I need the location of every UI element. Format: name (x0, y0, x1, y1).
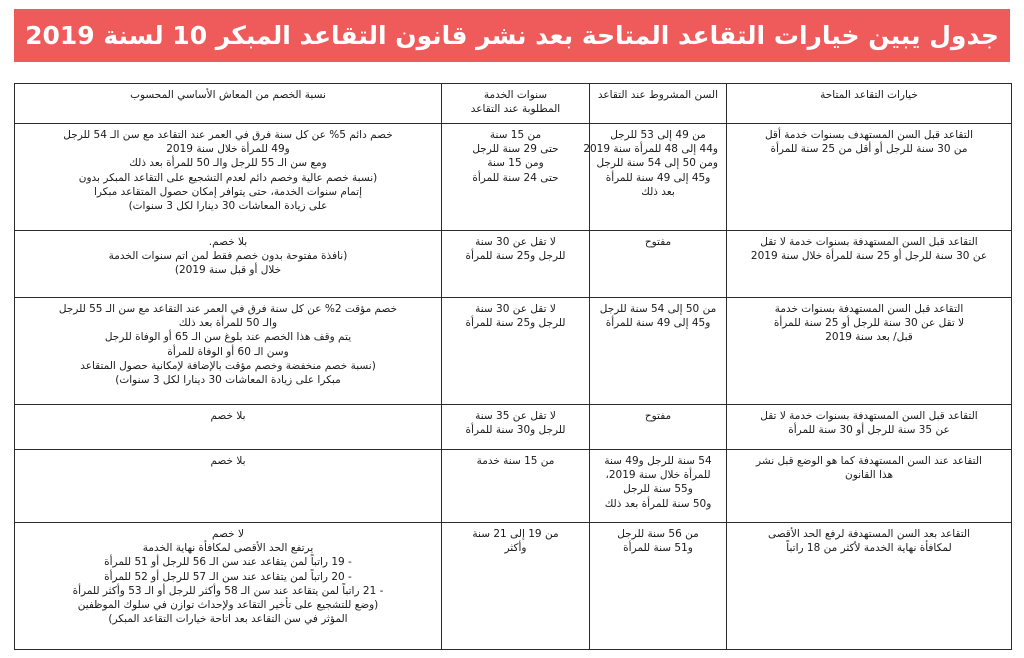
cell-text-line: مبكرا على زيادة المعاشات 30 دينارا لكل 3 سنوات) (115, 374, 341, 387)
cell-text-line: بلا خصم (210, 455, 246, 467)
cell-text-line: للرجل و25 سنة للمرأة (465, 250, 566, 263)
cell-text-line: ومن 50 إلى 54 سنة للرجل (596, 157, 718, 170)
cell-text-line: خصم دائم 5% عن كل سنة فرق في العمر عند التقاعد مع سن الـ 54 للرجل (63, 129, 393, 141)
cell-text-line: بعد ذلك (641, 185, 675, 198)
title-banner (14, 9, 1010, 62)
cell-text-line: على زيادة المعاشات 30 دينارا لكل 3 سنوات) (128, 200, 328, 213)
cell-text-line: التقاعد قبل السن المستهدفة بسنوات خدمة (774, 303, 964, 315)
cell-text-line: من 56 سنة للرجل (617, 528, 699, 540)
cell-text-line: و55 سنة للرجل (623, 483, 693, 496)
cell-text-line: من 49 إلى 53 للرجل (610, 129, 706, 141)
cell-text-line: وسن الـ 60 أو الوفاة للمرأة (167, 345, 289, 358)
cell-text-line: التقاعد عند السن المستهدفة كما هو الوضع قبل نشر (756, 455, 982, 467)
cell-text-line: للرجل و25 سنة للمرأة (465, 317, 566, 330)
deduction-cell (15, 124, 442, 231)
age-cell (590, 298, 727, 405)
age-cell (590, 231, 727, 298)
cell-text-line: عن 30 سنة للرجل أو 25 سنة للمرأة خلال سنة 2019 (750, 250, 988, 263)
cell-text-line: عن 35 سنة للرجل أو 30 سنة للمرأة (788, 424, 950, 437)
cell-text-line: لا تقل عن 35 سنة (475, 410, 556, 422)
cell-text-line: هذا القانون (845, 469, 893, 482)
deduction-cell (15, 405, 442, 450)
cell-text-line: التقاعد قبل السن المستهدف بسنوات خدمة أقل (764, 129, 973, 141)
cell-text-line: حتى 24 سنة للمرأة (472, 171, 559, 184)
cell-text-line: السن المشروط عند التقاعد (597, 89, 718, 101)
cell-text-line: التقاعد قبل السن المستهدفة بسنوات خدمة لا تقل (760, 236, 978, 248)
option-cell (727, 298, 1012, 405)
cell-text-line: لا خصم (212, 528, 244, 540)
age-cell (590, 405, 727, 450)
cell-text-line: يتم وقف هذا الخصم عند بلوغ سن الـ 65 أو الوفاة للرجل (104, 331, 352, 344)
service-cell (442, 523, 590, 650)
cell-text-line: و45 إلى 49 سنة للمرأة (605, 171, 711, 184)
service-cell (442, 124, 590, 231)
cell-text-line: خلال أو قبل سنة 2019) (174, 264, 282, 277)
deduction-cell (15, 231, 442, 298)
cell-text-line: وأكثر (504, 542, 527, 555)
deduction-cell (15, 450, 442, 523)
cell-text-line: للرجل و30 سنة للمرأة (465, 424, 566, 437)
cell-text-line: من 15 سنة (489, 129, 542, 141)
cell-text-line: ومن 15 سنة (487, 157, 544, 170)
age-cell (590, 523, 727, 650)
retirement-options-table (14, 83, 1012, 650)
cell-text-line: مفتوح (644, 236, 672, 248)
cell-text-line: إتمام سنوات الخدمة، حتى يتوافر إمكان حصول المتقاعد مبكرا (93, 185, 363, 198)
cell-text-line: لمكافأة نهاية الخدمة لأكثر من 18 راتباً (786, 542, 952, 555)
cell-text-line: حتى 29 سنة للرجل (472, 143, 559, 156)
header-deduction-rate (15, 84, 442, 124)
cell-text-line: لا تقل عن 30 سنة (475, 303, 556, 315)
cell-text-line: و45 إلى 49 سنة للمرأة (605, 317, 711, 330)
cell-text-line: بلا خصم. (208, 236, 248, 248)
cell-text-line: و50 سنة للمرأة بعد ذلك (604, 497, 712, 510)
table-row (15, 124, 1012, 231)
cell-text-line: من 30 سنة للرجل أو أقل من 25 سنة للمرأة (770, 143, 968, 156)
age-cell (583, 124, 727, 231)
option-cell (727, 523, 1012, 650)
cell-text-line: سنوات الخدمة (483, 89, 548, 101)
option-cell (727, 231, 1012, 298)
cell-text-line: التقاعد قبل السن المستهدفة بسنوات خدمة لا تقل (760, 410, 978, 422)
service-cell (442, 450, 590, 523)
cell-text-line: يرتفع الحد الأقصى لمكافأة نهاية الخدمة (142, 542, 314, 555)
cell-text-line: نسبة الخصم من المعاش الأساسي المحسوب (130, 89, 326, 101)
cell-text-line: المؤثر في سن التقاعد بعد اتاحة خيارات التقاعد المبكر) (108, 613, 348, 626)
cell-text-line: و49 للمرأة خلال سنة 2019 (166, 143, 290, 156)
cell-text-line: (نسبة خصم عالية وخصم دائم لعدم التشجيع على التقاعد المبكر بدون (78, 171, 378, 184)
cell-text-line: ومع سن الـ 55 للرجل والـ 50 للمرأة بعد ذلك (129, 157, 327, 170)
deduction-cell (15, 523, 442, 650)
cell-text-line: مفتوح (644, 410, 672, 422)
table-row (15, 450, 1012, 523)
cell-text-line: - 21 راتباً لمن يتقاعد عند سن الـ 58 وأكثر للرجل أو الـ 53 وأكثر للمرأة (72, 584, 384, 597)
deduction-cell (15, 298, 442, 405)
cell-text-line: المطلوبة عند التقاعد (470, 103, 561, 116)
cell-text-line: من 19 إلى 21 سنة (472, 528, 559, 540)
header-required-age (590, 84, 727, 124)
service-cell (442, 298, 590, 405)
age-cell (590, 450, 727, 523)
cell-text-line: لا تقل عن 30 سنة للرجل أو 25 سنة للمرأة (773, 317, 965, 330)
service-cell (442, 231, 590, 298)
cell-text-line: (وضع للتشجيع على تأخير التقاعد ولإحداث توازن في سلوك الموظفين (77, 599, 379, 612)
cell-text-line: والـ 50 للمرأة بعد ذلك (178, 317, 278, 330)
cell-text-line: للمرأة خلال سنة 2019، (605, 469, 711, 482)
table-row (15, 405, 1012, 450)
cell-text-line: و44 إلى 48 للمرأة سنة 2019 (583, 143, 718, 156)
table-row (15, 231, 1012, 298)
cell-text-line: التقاعد بعد السن المستهدفة لرفع الحد الأقصى (767, 528, 971, 540)
header-service-years (442, 84, 590, 124)
option-cell (727, 124, 1012, 231)
table-row (15, 298, 1012, 405)
table-header-row (15, 84, 1012, 124)
cell-text-line: بلا خصم (210, 410, 246, 422)
cell-text-line: و51 سنة للمرأة (623, 542, 693, 555)
cell-text-line: لا تقل عن 30 سنة (475, 236, 556, 248)
cell-text-line: من 15 سنة خدمة (476, 455, 555, 467)
cell-text-line: خصم مؤقت 2% عن كل سنة فرق في العمر عند التقاعد مع سن الـ 55 للرجل (58, 303, 398, 315)
cell-text-line: قبل/ بعد سنة 2019 (825, 331, 913, 344)
cell-text-line: من 50 إلى 54 سنة للرجل (599, 303, 717, 315)
page-title: جدول يبين خيارات التقاعد المتاحة بعد نشر قانون التقاعد المبكر 10 لسنة 2019 (25, 21, 999, 50)
cell-text-line: (نافذة مفتوحة بدون خصم فقط لمن اتم سنوات الخدمة (108, 250, 348, 263)
option-cell (727, 405, 1012, 450)
table-row (15, 523, 1012, 650)
service-cell (442, 405, 590, 450)
option-cell (727, 450, 1012, 523)
header-retirement-options (727, 84, 1012, 124)
cell-text-line: - 19 راتباً لمن يتقاعد عند سن الـ 56 للرجل أو 51 للمرأة (104, 556, 352, 569)
cell-text-line: 54 سنة للرجل و49 سنة (604, 455, 712, 467)
cell-text-line: - 20 راتباً لمن يتقاعد عند سن الـ 57 للرجل أو 52 للمرأة (104, 570, 352, 583)
cell-text-line: (نسبة خصم منخفضة وخصم مؤقت بالإضافة لإمكانية حصول المتقاعد (80, 359, 376, 372)
cell-text-line: خيارات التقاعد المتاحة (820, 89, 918, 101)
